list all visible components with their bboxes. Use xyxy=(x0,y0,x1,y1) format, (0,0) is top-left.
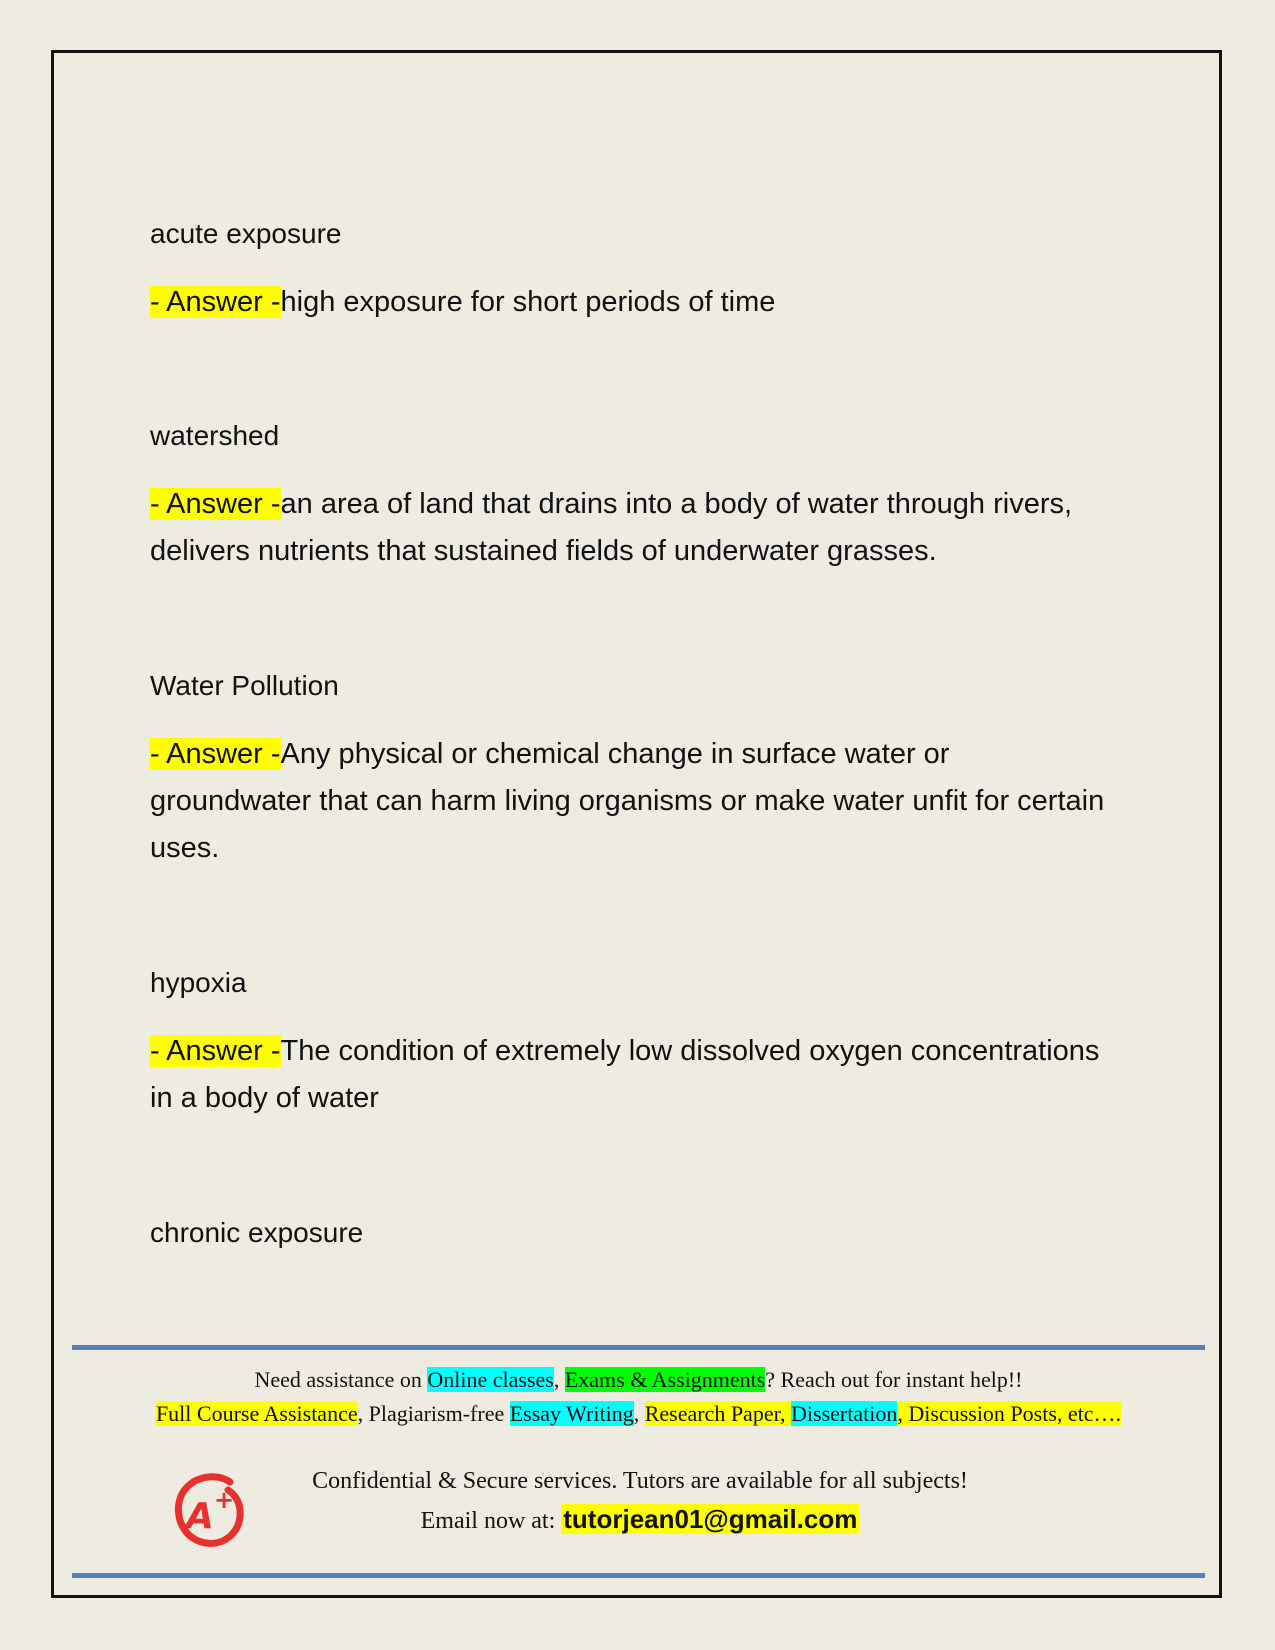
answer-body: an area of land that drains into a body of water through rivers, delivers nutrients that sustained fields of underwater grasses. xyxy=(150,488,1073,567)
question-text: hypoxia xyxy=(150,967,247,998)
footer-bottom-rule xyxy=(72,1573,1205,1578)
answer-tag: - Answer - xyxy=(150,286,281,318)
research-highlight: Research Paper, xyxy=(644,1401,792,1426)
discussion-highlight: , Discussion Posts, etc…. xyxy=(897,1401,1122,1426)
confidential-text: Confidential & Secure services. Tutors are available for all subjects! xyxy=(312,1468,968,1494)
footer-text: , xyxy=(633,1401,645,1426)
contact-block xyxy=(250,1462,1030,1540)
footer-line-1 xyxy=(72,1363,1205,1397)
qa-item xyxy=(150,417,1110,575)
answer-tag: - Answer - xyxy=(150,1035,281,1067)
footer-top-rule xyxy=(72,1345,1205,1350)
answer-tag: - Answer - xyxy=(150,738,281,770)
answer-text xyxy=(150,1028,1110,1122)
grade-logo-icon xyxy=(172,1470,248,1550)
full-course-highlight: Full Course Assistance xyxy=(155,1401,358,1426)
qa-item xyxy=(150,1214,1110,1252)
footer-text: , xyxy=(553,1367,565,1392)
answer-text xyxy=(150,731,1110,872)
answer-text xyxy=(150,481,1110,575)
footer-line-2 xyxy=(72,1397,1205,1431)
qa-item xyxy=(150,215,1110,326)
answer-text xyxy=(150,279,1110,326)
email-link[interactable]: tutorjean01@gmail.com xyxy=(563,1504,858,1534)
footer-promo xyxy=(72,1363,1205,1431)
footer-text: ? Reach out for instant help!! xyxy=(765,1367,1023,1392)
answer-body: Any physical or chemical change in surface water or groundwater that can harm living organisms or make water unfit for certain uses. xyxy=(150,738,1105,864)
footer-text: Need assistance on xyxy=(254,1367,428,1392)
email-line xyxy=(250,1500,1030,1540)
online-classes-highlight: Online classes xyxy=(427,1367,554,1392)
question-text: Water Pollution xyxy=(150,670,339,701)
footer-text: , Plagiarism-free xyxy=(357,1401,510,1426)
answer-tag: - Answer - xyxy=(150,488,281,520)
dissertation-highlight: Dissertation xyxy=(791,1401,898,1426)
svg-text:A: A xyxy=(186,1496,214,1537)
qa-item xyxy=(150,667,1110,872)
question-text: chronic exposure xyxy=(150,1217,364,1248)
email-label: Email now at: xyxy=(420,1508,562,1534)
question-text: watershed xyxy=(150,420,280,451)
exams-highlight: Exams & Assignments xyxy=(564,1367,766,1392)
answer-body: The condition of extremely low dissolved oxygen concentrations in a body of water xyxy=(150,1035,1100,1114)
answer-body: high exposure for short periods of time xyxy=(280,286,776,318)
question-text: acute exposure xyxy=(150,218,342,249)
qa-item xyxy=(150,964,1110,1122)
essay-highlight: Essay Writing xyxy=(509,1401,634,1426)
svg-text:+: + xyxy=(214,1486,235,1514)
